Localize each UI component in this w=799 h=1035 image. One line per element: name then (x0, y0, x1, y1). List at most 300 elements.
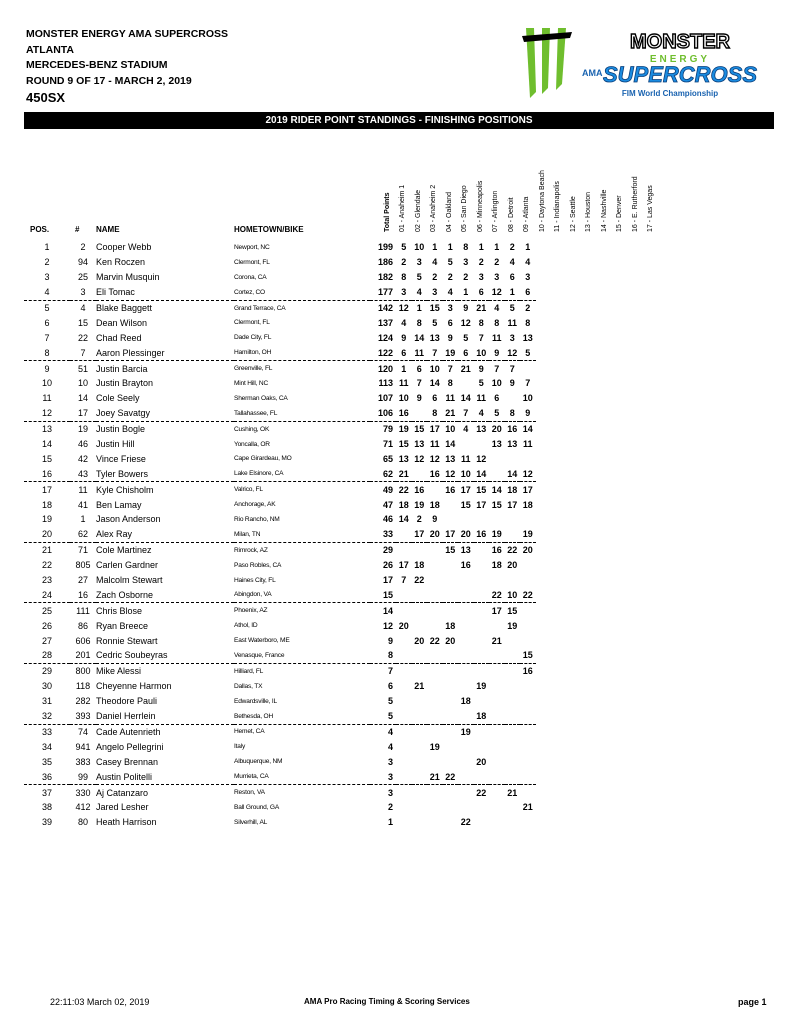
rider-position: 36 (24, 769, 70, 784)
rider-name: Chad Reed (96, 332, 142, 343)
round-finish: 4 (401, 317, 407, 328)
round-finish: 1 (432, 242, 438, 253)
round-finish: 20 (522, 545, 533, 556)
rider-name: Aj Catanzaro (96, 787, 149, 798)
table-row (24, 497, 536, 512)
rider-position: 35 (41, 756, 52, 767)
rider-position: 38 (41, 802, 52, 813)
rider-name: Dean Wilson (96, 317, 148, 328)
rider-name: Kyle Chisholm (96, 484, 154, 495)
round-finish: 7 (494, 363, 500, 374)
round-finish: 10 (505, 587, 521, 602)
rider-hometown: Grand Terrace, CA (234, 304, 286, 312)
round-finish (443, 739, 459, 754)
round-finish: 10 (398, 393, 409, 404)
round-finish: 20 (414, 635, 425, 646)
rider-position: 4 (24, 285, 70, 300)
rider-hometown: Anchorage, AK (234, 501, 276, 509)
rider-position: 1 (44, 242, 50, 253)
rider-position: 21 (41, 545, 52, 556)
round-finish: 16 (491, 545, 502, 556)
rider-name: Justin Bogle (96, 424, 146, 435)
total-points: 17 (382, 575, 393, 586)
total-points: 5 (387, 696, 393, 707)
round-finish (505, 451, 521, 466)
round-finish: 22 (507, 545, 518, 556)
col-round-14: 14 - Nashville (600, 189, 608, 232)
rider-number: 14 (77, 393, 88, 404)
round-finish: 18 (460, 696, 471, 707)
round-finish (489, 663, 505, 678)
round-finish: 16 (507, 424, 518, 435)
round-finish (396, 785, 412, 800)
round-finish: 11 (429, 439, 440, 450)
rider-number: 800 (75, 666, 91, 677)
round-finish (489, 754, 505, 769)
total-points: 15 (370, 587, 396, 602)
table-row (24, 466, 536, 481)
round-finish (396, 603, 412, 618)
round-finish: 10 (522, 393, 533, 404)
round-finish: 10 (445, 424, 456, 435)
round-finish: 5 (432, 317, 438, 328)
round-finish: 9 (489, 345, 505, 360)
rider-number: 3 (70, 285, 96, 300)
round-finish: 13 (429, 332, 440, 343)
table-row (24, 769, 536, 784)
table-row (24, 648, 536, 663)
round-finish (505, 709, 521, 724)
round-finish (505, 694, 521, 709)
round-finish: 6 (509, 272, 515, 283)
round-finish (489, 800, 505, 815)
col-pos: POS. (30, 225, 50, 234)
rider-position: 18 (41, 499, 52, 510)
round-finish (489, 785, 505, 800)
round-finish: 13 (445, 453, 456, 464)
round-finish: 19 (507, 620, 518, 631)
round-finish (474, 573, 490, 588)
rider-hometown: Clermont, FL (234, 258, 270, 266)
round-finish: 21 (476, 303, 487, 313)
round-finish (520, 633, 536, 648)
col-round-2: 02 - Glendale (414, 189, 422, 232)
round-finish (474, 815, 490, 830)
round-finish: 21 (491, 635, 502, 646)
round-finish: 15 (445, 545, 456, 556)
round-finish (520, 815, 536, 830)
round-finish (427, 573, 443, 588)
col-round-15: 15 - Denver (616, 195, 623, 232)
rider-number: 51 (77, 363, 88, 374)
round-finish: 18 (414, 560, 425, 571)
rider-hometown: Reston, VA (234, 789, 265, 796)
logo-monster-text: MONSTER (630, 31, 730, 53)
rider-hometown: Edwardsville, IL (234, 697, 277, 705)
round-finish: 14 (522, 424, 533, 435)
table-row (24, 724, 536, 739)
rider-position: 32 (24, 709, 70, 724)
round-finish: 17 (491, 605, 502, 616)
round-finish: 7 (447, 363, 453, 374)
round-finish: 8 (478, 317, 484, 328)
rider-hometown: Phoenix, AZ (234, 607, 268, 615)
round-finish (396, 815, 412, 830)
round-finish: 19 (460, 726, 471, 737)
col-round-6: 06 - Minneapolis (476, 180, 484, 232)
round-finish: 5 (520, 345, 536, 360)
rider-number: 74 (77, 726, 88, 737)
round-finish (396, 800, 412, 815)
rider-number: 86 (77, 620, 88, 631)
round-finish (412, 648, 428, 663)
round-finish: 19 (489, 527, 505, 542)
rider-name: Daniel Herrlein (96, 709, 234, 724)
rider-name: Justin Barcia (96, 363, 148, 374)
rider-position: 20 (24, 527, 70, 542)
round-finish: 17 (522, 484, 533, 495)
round-finish (443, 679, 459, 694)
round-finish: 17 (412, 527, 428, 542)
round-finish (520, 724, 536, 739)
round-finish (474, 800, 490, 815)
round-finish (458, 573, 474, 588)
round-finish (427, 618, 443, 633)
round-finish: 16 (427, 466, 443, 481)
round-finish (396, 739, 412, 754)
round-finish (412, 542, 428, 557)
total-points: 33 (370, 527, 396, 542)
round-finish: 9 (401, 332, 407, 343)
table-row (24, 603, 536, 618)
round-finish: 3 (509, 332, 515, 343)
round-finish: 16 (522, 666, 533, 677)
rider-position: 34 (41, 741, 52, 752)
rider-hometown: Corona, CA (234, 273, 267, 281)
rider-number: 330 (75, 787, 91, 798)
round-finish: 7 (458, 406, 474, 421)
round-finish (458, 376, 474, 391)
logo-fim-text: FIM World Championship (621, 89, 719, 98)
rider-hometown: Cape Girardeau, MO (234, 455, 292, 463)
total-points: 122 (370, 345, 396, 360)
round-finish (474, 542, 490, 557)
standings-table (24, 240, 536, 830)
rider-number: 17 (70, 406, 96, 421)
rider-hometown: Hamilton, OH (234, 345, 370, 360)
round-finish: 10 (474, 345, 490, 360)
rider-position: 22 (41, 560, 52, 571)
round-finish: 22 (520, 587, 536, 602)
rider-number: 118 (75, 681, 91, 692)
rider-number: 27 (77, 575, 88, 586)
round-finish: 17 (429, 424, 440, 435)
round-finish: 16 (414, 484, 425, 495)
round-finish: 7 (427, 345, 443, 360)
col-round-8: 08 - Detroit (507, 197, 515, 232)
round-finish: 14 (414, 332, 425, 343)
rider-number: 94 (77, 257, 88, 268)
round-finish (427, 542, 443, 557)
round-finish (458, 618, 474, 633)
round-finish (505, 815, 521, 830)
total-points: 9 (387, 635, 393, 646)
col-total-points: Total Points (384, 192, 391, 232)
round-finish (396, 542, 412, 557)
logo-energy-text: ENERGY (649, 54, 711, 65)
total-points: 26 (382, 560, 393, 571)
round-finish: 4 (412, 285, 428, 300)
round-finish: 17 (460, 484, 471, 495)
round-finish: 15 (491, 499, 502, 510)
round-finish (505, 724, 521, 739)
round-finish (443, 815, 459, 830)
round-finish (520, 558, 536, 573)
round-finish (427, 587, 443, 602)
table-row (24, 679, 536, 694)
round-finish: 8 (427, 406, 443, 421)
rider-hometown: Albuquerque, NM (234, 758, 283, 766)
rider-number: 2 (80, 242, 86, 253)
rider-hometown: Milan, TN (234, 527, 370, 542)
round-finish: 2 (432, 272, 438, 283)
round-finish: 11 (412, 345, 428, 360)
round-finish (489, 512, 505, 527)
rider-position: 24 (24, 587, 70, 602)
total-points: 6 (387, 681, 393, 692)
round-finish (489, 769, 505, 784)
table-row (24, 345, 536, 360)
rider-name: Austin Politelli (96, 769, 234, 784)
rider-number: 16 (70, 587, 96, 602)
total-points: 2 (387, 802, 393, 813)
round-finish (427, 724, 443, 739)
rider-position: 27 (41, 635, 52, 646)
rider-position: 7 (44, 332, 50, 343)
round-finish: 4 (463, 424, 469, 435)
rider-hometown: Clermont, FL (234, 319, 270, 327)
rider-hometown: Paso Robles, CA (234, 561, 282, 569)
rider-name: Cade Autenrieth (96, 726, 161, 737)
total-points: 47 (382, 499, 393, 510)
round-finish (520, 451, 536, 466)
rider-name: Cedric Soubeyras (96, 648, 234, 663)
round-finish (443, 663, 459, 678)
rider-position: 29 (41, 666, 52, 677)
rider-hometown: Hemet, CA (234, 728, 265, 736)
table-row (24, 361, 536, 376)
round-finish: 2 (478, 257, 484, 268)
footer-page: page 1 (738, 997, 767, 1007)
round-finish: 12 (476, 453, 487, 464)
rider-position: 26 (41, 620, 52, 631)
round-finish (443, 573, 459, 588)
round-finish: 4 (432, 257, 438, 268)
round-finish: 17 (507, 499, 518, 510)
rider-position: 33 (41, 726, 52, 737)
rider-hometown: Rimrock, AZ (234, 546, 268, 554)
table-row (24, 618, 536, 633)
round-finish: 12 (520, 466, 536, 481)
rider-position: 11 (42, 393, 52, 404)
round-finish (489, 815, 505, 830)
round-finish (443, 648, 459, 663)
rider-number: 606 (75, 635, 91, 646)
total-points: 12 (382, 620, 393, 631)
total-points: 49 (382, 484, 393, 495)
round-finish: 1 (458, 285, 474, 300)
round-finish (458, 648, 474, 663)
total-points: 65 (382, 453, 393, 464)
round-finish (427, 694, 443, 709)
round-finish (443, 754, 459, 769)
round-finish: 20 (398, 620, 409, 631)
round-finish: 14 (505, 466, 521, 481)
rider-number: 41 (77, 499, 88, 510)
table-row (24, 587, 536, 602)
round-finish (412, 466, 428, 481)
total-points: 186 (377, 257, 393, 268)
round-finish: 20 (507, 560, 518, 571)
rider-hometown: Dade City, FL (234, 334, 272, 342)
round-finish: 18 (507, 484, 518, 495)
rider-hometown: Mint Hill, NC (234, 379, 269, 387)
round-finish (396, 633, 412, 648)
round-finish: 7 (525, 378, 531, 389)
rider-hometown: Athol, ID (234, 622, 258, 630)
rider-name: Cooper Webb (96, 242, 152, 253)
round-finish (505, 800, 521, 815)
rider-position: 9 (44, 363, 50, 374)
round-finish: 14 (491, 484, 502, 495)
table-row (24, 315, 536, 330)
table-row (24, 573, 536, 588)
round-finish (427, 754, 443, 769)
round-finish (458, 800, 474, 815)
monster-supercross-logo (520, 26, 775, 104)
round-finish (427, 709, 443, 724)
round-finish: 5 (489, 406, 505, 421)
rider-name: Ken Roczen (96, 257, 146, 268)
round-finish (474, 694, 490, 709)
round-finish (412, 769, 428, 784)
round-finish (443, 512, 459, 527)
round-finish: 9 (509, 378, 515, 389)
total-points: 46 (382, 514, 393, 525)
round-finish (412, 587, 428, 602)
round-finish (474, 437, 490, 452)
col-round-5: 05 - San Diego (461, 185, 468, 232)
round-finish: 1 (505, 285, 521, 300)
rider-number: 393 (70, 709, 96, 724)
table-row (24, 527, 536, 542)
rider-hometown: Tallahassee, FL (234, 406, 370, 421)
rider-hometown: Italy (234, 743, 246, 751)
round-finish (520, 573, 536, 588)
round-finish (520, 361, 536, 376)
rider-number: 201 (70, 648, 96, 663)
round-finish (427, 800, 443, 815)
total-points: 14 (382, 605, 393, 616)
total-points: 1 (387, 817, 393, 828)
round-finish: 9 (416, 393, 422, 404)
round-finish: 8 (525, 317, 531, 328)
round-finish: 12 (489, 285, 505, 300)
round-finish (474, 618, 490, 633)
total-points: 120 (377, 363, 393, 374)
round-finish (474, 603, 490, 618)
round-finish: 17 (443, 527, 459, 542)
round-finish: 21 (522, 802, 533, 813)
round-finish: 16 (474, 527, 490, 542)
rider-hometown: Abingdon, VA (234, 587, 370, 602)
table-row (24, 330, 536, 345)
round-finish: 4 (509, 257, 515, 268)
round-finish: 11 (398, 378, 409, 389)
round-finish: 3 (427, 285, 443, 300)
rider-name: Casey Brennan (96, 756, 159, 767)
event-city: ATLANTA (26, 43, 75, 56)
rider-hometown: Rio Rancho, NM (234, 515, 280, 523)
round-finish (458, 603, 474, 618)
round-finish: 16 (396, 406, 412, 421)
round-finish: 5 (463, 332, 469, 343)
round-finish (412, 406, 428, 421)
round-finish: 21 (427, 769, 443, 784)
table-row (24, 512, 536, 527)
table-row (24, 437, 536, 452)
rider-number: 80 (77, 817, 88, 828)
round-finish: 18 (474, 709, 490, 724)
rider-number: 941 (75, 741, 91, 752)
round-finish: 6 (520, 285, 536, 300)
round-finish (505, 769, 521, 784)
round-finish: 15 (429, 303, 440, 313)
total-points: 106 (370, 406, 396, 421)
round-finish (458, 437, 474, 452)
table-row (24, 300, 536, 315)
round-finish: 12 (505, 345, 521, 360)
round-finish: 6 (396, 345, 412, 360)
rider-name: Tyler Bowers (96, 466, 234, 481)
round-finish (489, 618, 505, 633)
round-finish: 4 (494, 303, 500, 313)
round-finish (489, 709, 505, 724)
round-finish: 2 (525, 303, 531, 313)
round-finish: 2 (494, 257, 500, 268)
round-finish: 8 (494, 317, 500, 328)
rider-number: 1 (80, 514, 86, 525)
round-finish: 6 (494, 393, 500, 404)
round-finish (458, 587, 474, 602)
round-finish: 14 (474, 466, 490, 481)
round-finish: 20 (476, 756, 487, 767)
round-finish: 1 (478, 242, 484, 253)
round-finish (505, 573, 521, 588)
round-finish: 19 (520, 527, 536, 542)
round-finish: 5 (478, 378, 484, 389)
event-header (26, 27, 228, 106)
round-finish: 6 (432, 393, 438, 404)
round-finish: 7 (416, 378, 422, 389)
round-finish: 13 (522, 332, 533, 343)
rider-position: 5 (44, 303, 50, 313)
round-finish (412, 618, 428, 633)
round-finish (412, 603, 428, 618)
round-finish: 22 (460, 817, 471, 828)
rider-name: Malcolm Stewart (96, 575, 163, 586)
rider-hometown: Dallas, TX (234, 682, 263, 690)
